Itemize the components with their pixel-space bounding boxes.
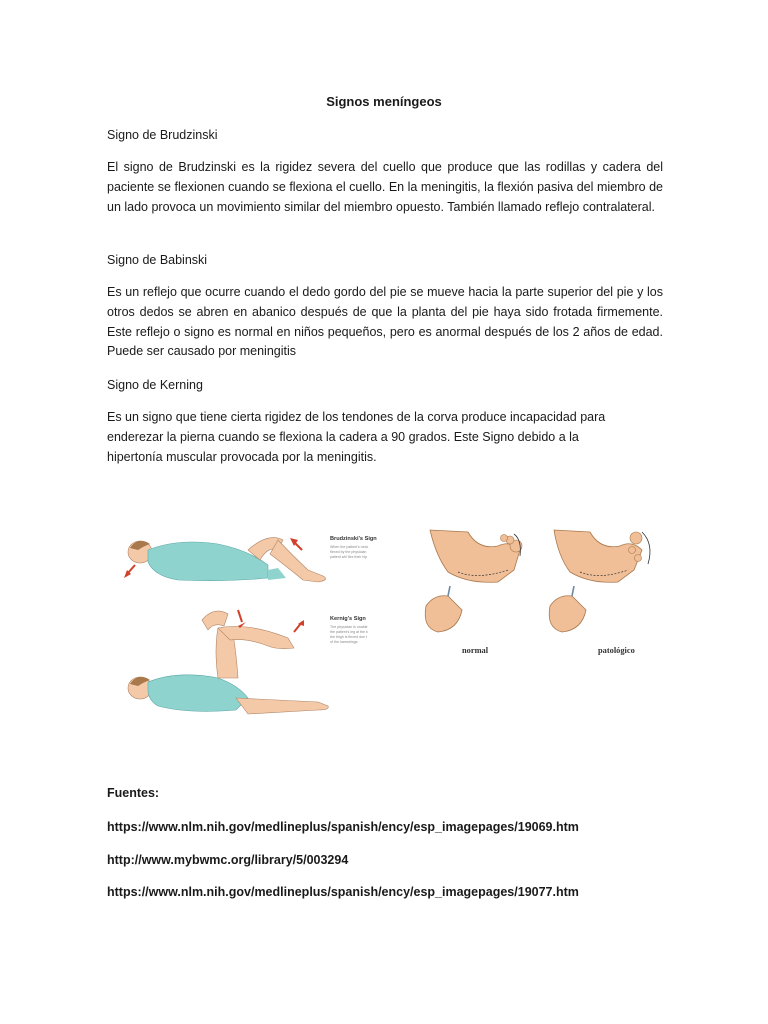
section-heading-kerning: Signo de Kerning [107,378,203,392]
brudzinski-note-3: patient will flex their hip [330,555,368,559]
kernig-illustration [128,610,328,714]
kernig-note-1: The physician is unable [330,625,368,629]
section-text-kerning: Es un signo que tiene cierta rigidez de los tendones de la corva produce incapacidad para enderezar la pierna cuando se flexiona la cadera a 90 grados. Este Signo debido a la hipertonía muscular provocada por la meningitis. [107,410,606,464]
section-heading-babinski: Signo de Babinski [107,253,208,267]
section-text-babinski: Es un reflejo que ocurre cuando el dedo gordo del pie se mueve hacia la parte superior del pie y los otros dedos se abren en abanico después de que la planta del pie haya sido frotada firmemente. Este reflejo o signo es normal en niños pequeños, pero es anormal después de los 2 años de edad. Puede ser causado por meningitis [107,285,663,359]
kernig-note-4: of the hamstrings [330,640,358,644]
kernig-note-2: the patient's leg at the k [330,630,368,634]
babinski-pathologic-illustration [549,530,650,632]
page-title: Signos meníngeos [326,94,442,109]
illustration [118,510,664,730]
sources-label: Fuentes: [107,786,160,800]
source-link-1[interactable]: https://www.nlm.nih.gov/medlineplus/spanish/ency/esp_imagepages/19069.htm [107,820,579,834]
meningeal-signs-figure [118,510,664,730]
source-link-2[interactable]: http://www.mybwmc.org/library/5/003294 [107,853,349,867]
section-text-brudzinski: El signo de Brudzinski es la rigidez severa del cuello que produce que las rodillas y cadera del paciente se flexionen cuando se flexiona el cuello. En la meningitis, la flexión pasiva del miembro de un lado provoca un movimiento similar del miembro opuesto. También llamado reflejo contralateral. [107,160,663,214]
source-link-3[interactable]: https://www.nlm.nih.gov/medlineplus/spanish/ency/esp_imagepages/19077.htm [107,885,579,899]
caption-pathologic: patológico [598,646,635,655]
caption-normal: normal [462,646,489,655]
babinski-normal-illustration [425,530,522,632]
kernig-label: Kernig's Sign [330,616,366,622]
section-heading-brudzinski: Signo de Brudzinski [107,128,218,142]
brudzinski-illustration [124,538,326,582]
kernig-note-3: the thigh is flexed due t [330,635,367,639]
brudzinski-note-2: flexed by the physician [330,550,367,554]
brudzinski-note-1: When the patient's neck [330,545,369,549]
brudzinski-label: Brudzinski's Sign [330,536,377,542]
